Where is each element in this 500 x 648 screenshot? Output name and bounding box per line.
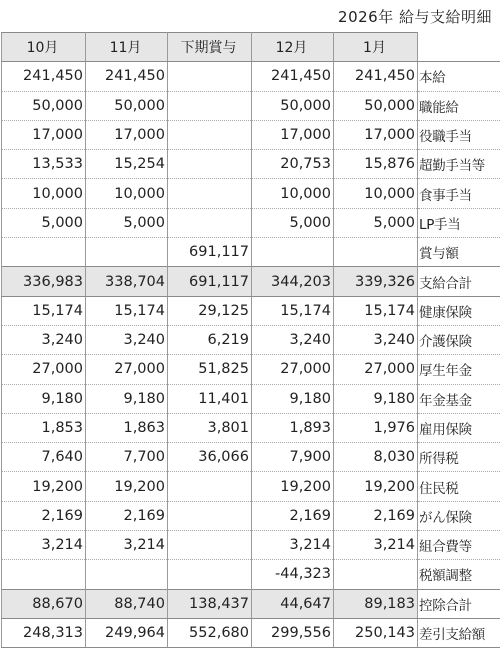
amount-cell: 29,125 xyxy=(168,296,252,325)
amount-cell: 51,825 xyxy=(168,355,252,384)
row-label: 雇用保険 xyxy=(418,413,500,442)
amount-cell: 19,200 xyxy=(2,472,86,501)
amount-cell: 19,200 xyxy=(334,472,418,501)
amount-cell: 2,169 xyxy=(252,501,334,530)
table-row xyxy=(2,179,500,208)
row-label: 厚生年金 xyxy=(418,355,500,384)
amount-cell xyxy=(2,238,86,267)
amount-cell: 3,240 xyxy=(86,325,168,354)
table-row xyxy=(2,120,500,149)
amount-cell: 19,200 xyxy=(86,472,168,501)
amount-cell: 241,450 xyxy=(2,62,86,91)
amount-cell: 17,000 xyxy=(334,120,418,149)
amount-cell xyxy=(86,560,168,589)
header-row xyxy=(2,33,500,62)
amount-cell: -44,323 xyxy=(252,560,334,589)
column-header: 1月 xyxy=(334,33,418,62)
amount-cell xyxy=(334,238,418,267)
amount-cell xyxy=(86,238,168,267)
amount-cell: 9,180 xyxy=(252,384,334,413)
row-label: がん保険 xyxy=(418,501,500,530)
amount-cell: 27,000 xyxy=(2,355,86,384)
amount-cell xyxy=(334,560,418,589)
amount-cell xyxy=(168,91,252,120)
amount-cell: 241,450 xyxy=(252,62,334,91)
row-label: 介護保険 xyxy=(418,325,500,354)
amount-cell: 5,000 xyxy=(334,208,418,237)
amount-cell: 248,313 xyxy=(2,618,86,647)
amount-cell: 299,556 xyxy=(252,618,334,647)
amount-cell: 50,000 xyxy=(2,91,86,120)
amount-cell: 7,900 xyxy=(252,443,334,472)
row-label: 所得税 xyxy=(418,443,500,472)
row-label: 住民税 xyxy=(418,472,500,501)
table-row xyxy=(2,531,500,560)
amount-cell: 10,000 xyxy=(252,179,334,208)
column-header: 11月 xyxy=(86,33,168,62)
amount-cell: 15,254 xyxy=(86,150,168,179)
row-label: 税額調整 xyxy=(418,560,500,589)
pay-statement-table xyxy=(1,32,500,648)
column-header: 下期賞与 xyxy=(168,33,252,62)
amount-cell: 3,240 xyxy=(2,325,86,354)
table-row xyxy=(2,150,500,179)
amount-cell: 15,174 xyxy=(2,296,86,325)
table-row xyxy=(2,208,500,237)
table-row xyxy=(2,267,500,296)
amount-cell: 27,000 xyxy=(252,355,334,384)
amount-cell: 9,180 xyxy=(2,384,86,413)
row-label: 年金基金 xyxy=(418,384,500,413)
amount-cell xyxy=(168,120,252,149)
row-label: 食事手当 xyxy=(418,179,500,208)
amount-cell xyxy=(168,62,252,91)
amount-cell xyxy=(168,531,252,560)
amount-cell: 9,180 xyxy=(334,384,418,413)
amount-cell: 1,976 xyxy=(334,413,418,442)
row-label: 本給 xyxy=(418,62,500,91)
amount-cell: 7,700 xyxy=(86,443,168,472)
amount-cell: 691,117 xyxy=(168,267,252,296)
amount-cell: 339,326 xyxy=(334,267,418,296)
amount-cell: 19,200 xyxy=(252,472,334,501)
amount-cell: 27,000 xyxy=(86,355,168,384)
table-row xyxy=(2,443,500,472)
amount-cell: 36,066 xyxy=(168,443,252,472)
amount-cell: 338,704 xyxy=(86,267,168,296)
amount-cell: 1,853 xyxy=(2,413,86,442)
row-label: 超勤手当等 xyxy=(418,150,500,179)
amount-cell: 27,000 xyxy=(334,355,418,384)
amount-cell xyxy=(168,501,252,530)
amount-cell: 3,240 xyxy=(334,325,418,354)
table-row xyxy=(2,238,500,267)
amount-cell: 50,000 xyxy=(334,91,418,120)
table-row xyxy=(2,472,500,501)
page-title: 2026年 給与支給明細 xyxy=(338,8,492,26)
amount-cell: 138,437 xyxy=(168,589,252,618)
amount-cell: 691,117 xyxy=(168,238,252,267)
table-row xyxy=(2,618,500,647)
amount-cell: 6,219 xyxy=(168,325,252,354)
row-label: 役職手当 xyxy=(418,120,500,149)
amount-cell: 10,000 xyxy=(86,179,168,208)
amount-cell: 3,240 xyxy=(252,325,334,354)
amount-cell xyxy=(168,179,252,208)
amount-cell: 2,169 xyxy=(86,501,168,530)
amount-cell: 88,740 xyxy=(86,589,168,618)
amount-cell: 344,203 xyxy=(252,267,334,296)
amount-cell: 20,753 xyxy=(252,150,334,179)
amount-cell xyxy=(252,238,334,267)
amount-cell: 1,863 xyxy=(86,413,168,442)
amount-cell: 50,000 xyxy=(252,91,334,120)
amount-cell: 8,030 xyxy=(334,443,418,472)
table-row xyxy=(2,325,500,354)
row-label: LP手当 xyxy=(418,208,500,237)
row-label: 健康保険 xyxy=(418,296,500,325)
row-label: 賞与額 xyxy=(418,238,500,267)
amount-cell: 15,876 xyxy=(334,150,418,179)
amount-cell: 1,893 xyxy=(252,413,334,442)
amount-cell: 13,533 xyxy=(2,150,86,179)
amount-cell: 249,964 xyxy=(86,618,168,647)
column-header-blank xyxy=(418,33,500,62)
table-row xyxy=(2,560,500,589)
amount-cell: 15,174 xyxy=(252,296,334,325)
amount-cell: 15,174 xyxy=(86,296,168,325)
table-row xyxy=(2,91,500,120)
amount-cell: 5,000 xyxy=(2,208,86,237)
amount-cell: 3,801 xyxy=(168,413,252,442)
amount-cell: 44,647 xyxy=(252,589,334,618)
amount-cell: 3,214 xyxy=(252,531,334,560)
amount-cell: 241,450 xyxy=(86,62,168,91)
amount-cell: 5,000 xyxy=(252,208,334,237)
amount-cell: 241,450 xyxy=(334,62,418,91)
row-label: 職能給 xyxy=(418,91,500,120)
table-row xyxy=(2,62,500,91)
table-row xyxy=(2,296,500,325)
amount-cell: 3,214 xyxy=(334,531,418,560)
amount-cell: 17,000 xyxy=(2,120,86,149)
amount-cell: 2,169 xyxy=(334,501,418,530)
amount-cell xyxy=(2,560,86,589)
amount-cell xyxy=(168,472,252,501)
column-header: 10月 xyxy=(2,33,86,62)
amount-cell: 10,000 xyxy=(2,179,86,208)
table-row xyxy=(2,413,500,442)
amount-cell: 11,401 xyxy=(168,384,252,413)
amount-cell: 336,983 xyxy=(2,267,86,296)
amount-cell: 15,174 xyxy=(334,296,418,325)
amount-cell: 2,169 xyxy=(2,501,86,530)
amount-cell: 250,143 xyxy=(334,618,418,647)
amount-cell: 3,214 xyxy=(86,531,168,560)
amount-cell: 88,670 xyxy=(2,589,86,618)
amount-cell: 10,000 xyxy=(334,179,418,208)
table-row xyxy=(2,384,500,413)
column-header: 12月 xyxy=(252,33,334,62)
amount-cell: 50,000 xyxy=(86,91,168,120)
amount-cell: 7,640 xyxy=(2,443,86,472)
amount-cell xyxy=(168,150,252,179)
amount-cell: 89,183 xyxy=(334,589,418,618)
amount-cell: 3,214 xyxy=(2,531,86,560)
amount-cell: 9,180 xyxy=(86,384,168,413)
amount-cell: 17,000 xyxy=(252,120,334,149)
amount-cell xyxy=(168,208,252,237)
table-row xyxy=(2,589,500,618)
row-label: 支給合計 xyxy=(418,267,500,296)
amount-cell: 552,680 xyxy=(168,618,252,647)
amount-cell xyxy=(168,560,252,589)
amount-cell: 17,000 xyxy=(86,120,168,149)
amount-cell: 5,000 xyxy=(86,208,168,237)
table-row xyxy=(2,355,500,384)
row-label: 控除合計 xyxy=(418,589,500,618)
table-row xyxy=(2,501,500,530)
row-label: 組合費等 xyxy=(418,531,500,560)
row-label: 差引支給額 xyxy=(418,618,500,647)
